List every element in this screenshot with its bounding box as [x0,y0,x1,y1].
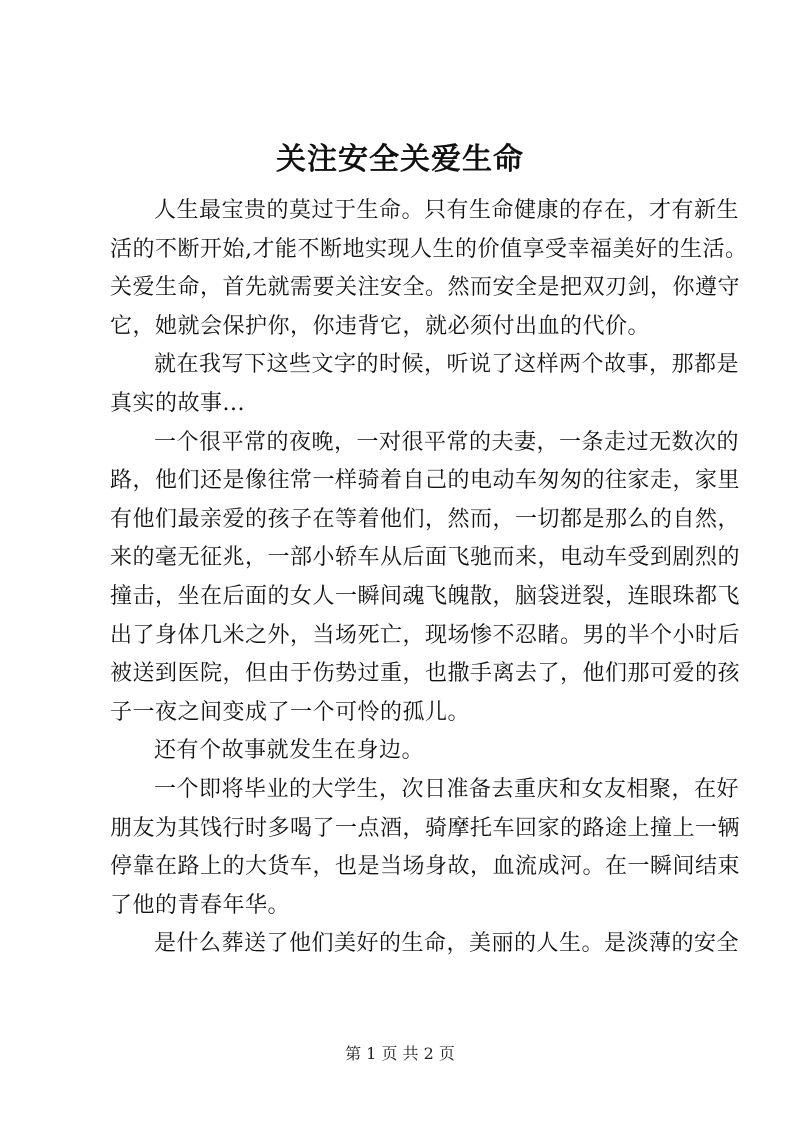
body-line: 是什么葬送了他们美好的生命，美丽的人生。是淡薄的安全 [154,931,740,957]
body-line: 一个很平常的夜晚，一对很平常的夫妻，一条走过无数次的 [154,429,740,455]
body-line: 了他的青春年华。 [110,892,291,918]
document-body [110,192,748,964]
body-line: 路，他们还是像往常一样骑着自己的电动车匆匆的往家走，家里 [110,468,741,494]
document-title: 关注安全关爱生命 [276,142,524,177]
body-line: 它，她就会保护你，你违背它，就必须付出血的代价。 [110,313,651,339]
body-line: 被送到医院，但由于伤势过重，也撒手离去了，他们那可爱的孩 [110,661,741,687]
body-line: 真实的故事... [110,390,245,416]
page-footer: 第 1 页 共 2 页 [345,1044,455,1063]
body-line: 来的毫无征兆，一部小轿车从后面飞驰而来，电动车受到剧烈的 [110,545,741,571]
body-line: 有他们最亲爱的孩子在等着他们，然而，一切都是那么的自然， [110,506,741,532]
body-line: 还有个故事就发生在身边。 [154,738,425,764]
body-line: 朋友为其饯行时多喝了一点酒，骑摩托车回家的路途上撞上一辆 [110,815,741,841]
body-line: 就在我写下这些文字的时候，听说了这样两个故事，那都是 [154,352,740,378]
body-line: 人生最宝贵的莫过于生命。只有生命健康的存在，才有新生 [154,198,740,223]
body-line: 关爱生命，首先就需要关注安全。然而安全是把双刃剑，你遵守 [110,275,741,301]
body-line: 出了身体几米之外，当场死亡，现场惨不忍睹。男的半个小时后 [110,622,741,648]
body-line: 活的不断开始,才能不断地实现人生的价值享受幸福美好的生活。 [110,236,748,262]
body-line: 停靠在路上的大货车，也是当场身故，血流成河。在一瞬间结束 [110,854,741,880]
body-line: 撞击，坐在后面的女人一瞬间魂飞魄散，脑袋迸裂，连眼珠都飞 [110,583,741,609]
body-line: 子一夜之间变成了一个可怜的孤儿。 [110,699,471,725]
body-line: 一个即将毕业的大学生，次日准备去重庆和女友相聚，在好 [154,776,740,802]
